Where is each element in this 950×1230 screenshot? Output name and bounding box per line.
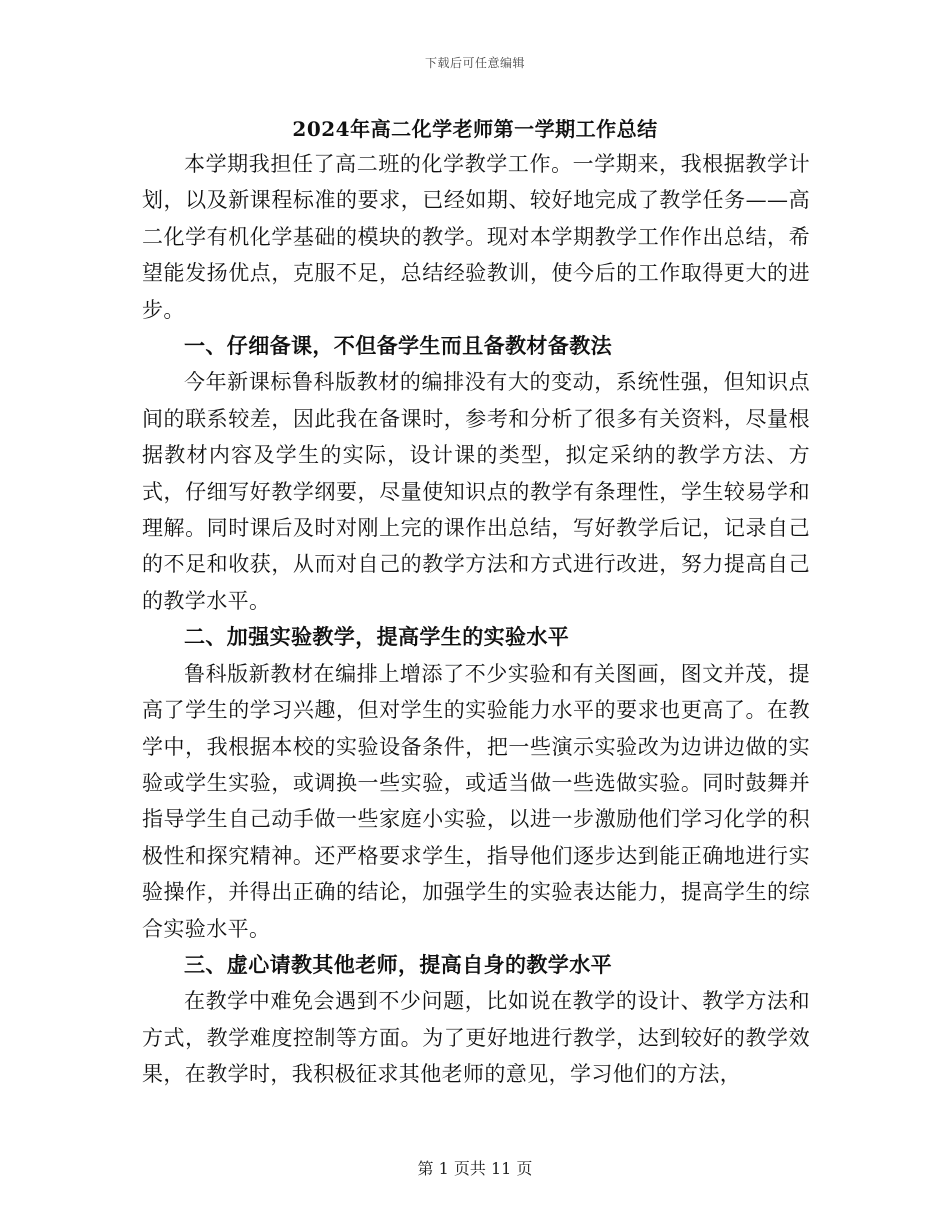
- section-heading-3: 三、虚心请教其他老师，提高自身的教学水平: [184, 951, 612, 977]
- section-paragraph-3: 在教学中难免会遇到不少问题，比如说在教学的设计、教学方法和方式，教学难度控制等方面。为了更好地进行教学，达到较好的教学效果，在教学时，我积极征求其他老师的意见，学习他们的方法，: [142, 989, 810, 1087]
- page-title: 2024年高二化学老师第一学期工作总结: [292, 117, 658, 141]
- section-paragraph-2: 鲁科版新教材在编排上增添了不少实验和有关图画，图文并茂，提高了学生的学习兴趣，但对学生的实验能力水平的要求也更高了。在教学中，我根据本校的实验设备条件，把一些演示实验改为边讲边做的实验或学生实验，或调换一些实验，或适当做一些选做实验。同时鼓舞并指导学生自己动手做一些家庭小实验，以进一步激励他们学习化学的积极性和探究精神。还严格要求学生，指导他们逐步达到能正确地进行实验操作，并得出正确的结论，加强学生的实验表达能力，提高学生的综合实验水平。: [142, 661, 810, 941]
- page-number-footer: 第 1 页共 11 页: [417, 1159, 533, 1178]
- section-paragraph-1: 今年新课标鲁科版教材的编排没有大的变动，系统性强，但知识点间的联系较差，因此我在备课时，参考和分析了很多有关资料，尽量根据教材内容及学生的实际，设计课的类型，拟定采纳的教学方法、方式，仔细写好教学纲要，尽量使知识点的教学有条理性，学生较易学和理解。同时课后及时对刚上完的课作出总结，写好教学后记，记录自己的不足和收获，从而对自己的教学方法和方式进行改进，努力提高自己的教学水平。: [142, 370, 810, 613]
- document-body: [142, 146, 810, 1093]
- header-note: 下载后可任意编辑: [424, 56, 525, 70]
- intro-paragraph: 本学期我担任了高二班的化学教学工作。一学期来，我根据教学计划，以及新课程标准的要求，已经如期、较好地完成了教学任务——高二化学有机化学基础的模块的教学。现对本学期教学工作作出总结，希望能发扬优点，克服不足，总结经验教训，使今后的工作取得更大的进步。: [142, 152, 810, 322]
- section-heading-1: 一、仔细备课，不但备学生而且备教材备教法: [184, 333, 612, 359]
- section-heading-2: 二、加强实验教学，提高学生的实验水平: [184, 624, 570, 650]
